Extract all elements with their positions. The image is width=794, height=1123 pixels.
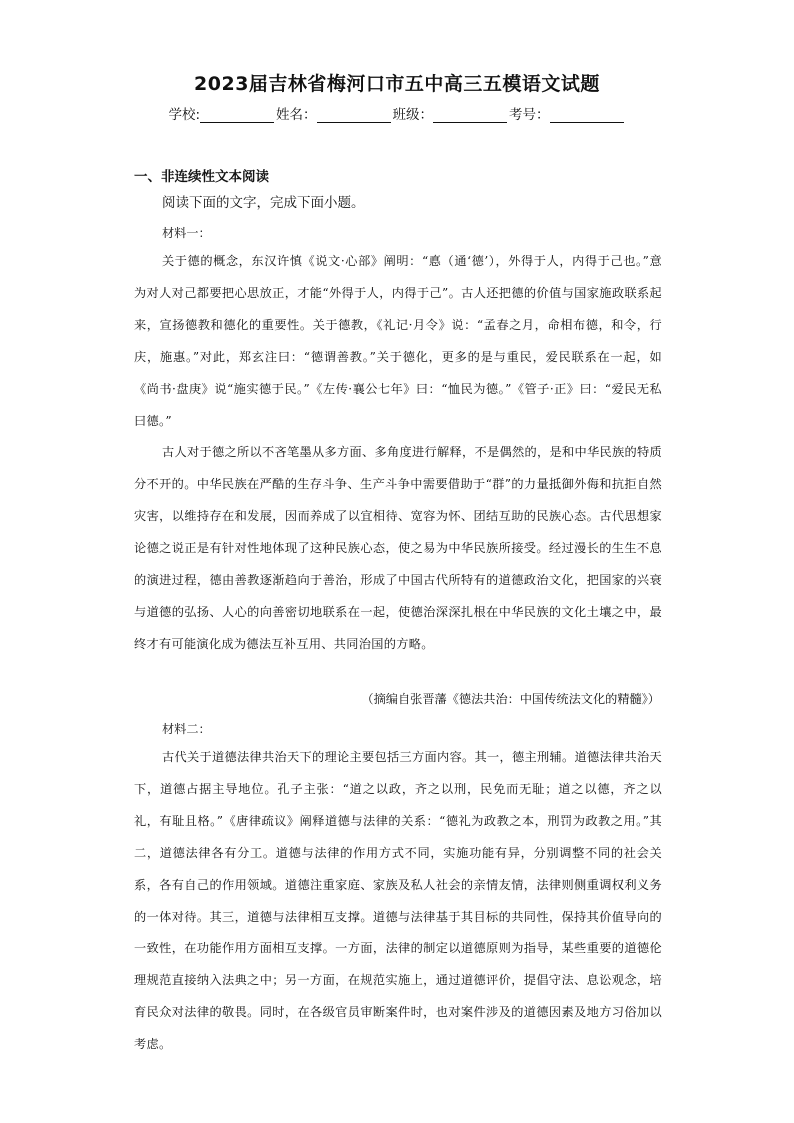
material-two-paragraph: 古代关于道德法律共治天下的理论主要包括三方面内容。其一，德主刑辅。道德法律共治天下，道德占据主导地位。孔子主张：“道之以政，齐之以刑，民免而无耻；道之以德，齐之以礼，有耻且格。”《唐律疏议》阐释道德与法律的关系：“德礼为政教之本，刑罚为政教之用。”其二，道德法律各有分工。道德与法律的作用方式不同，实施功能有异，分别调整不同的社会关系，各有自己的作用领域。道德注重家庭、家族及私人社会的亲情友情，法律则侧重调权利义务的一体对待。其三，道德与法律相互支撑。道德与法律基于其目标的共同性，保持其价值导向的一致性，在功能作用方面相互支撑。一方面，法律的制定以道德原则为指导，某些重要的道德伦理规范直接纳入法典之中；另一方面，在规范实施上，通过道德评价，提倡守法、息讼观念，培育民众对法律的敬畏。同时，在各级官员审断案件时，也对案件涉及的道德因素及地方习俗加以考虑。	[134, 750, 662, 1052]
name-label: 姓名：	[276, 107, 317, 123]
name-field	[276, 103, 393, 123]
school-field	[168, 103, 276, 123]
material-one-source: （摘编自张晋藩《德法共治：中国传统法文化的精髓》）	[361, 692, 660, 706]
material-two-label: 材料二：	[162, 722, 211, 736]
document-title: 2023届吉林省梅河口市五中高三五模语文试题	[194, 73, 600, 95]
material-one-paragraph: 古人对于德之所以不吝笔墨从多方面、多角度进行解释，不是偶然的，是和中华民族的特质分不开的。中华民族在严酷的生存斗争、生产斗争中需要借助于“群”的力量抵御外侮和抗拒自然灾害，以维持存在和发展，因而养成了以宜相待、宽容为怀、团结互助的民族心态。古代思想家论德之说正是有针对性地体现了这种民族心态，使之易为中华民族所接受。经过漫长的生生不息的演进过程，德由善教逐渐趋向于善治，形成了中国古代所特有的道德政治文化，把国家的兴衰与道德的弘扬、人心的向善密切地联系在一起，使德治深深扎根在中华民族的文化土壤之中，最终才有可能演化成为德法互补互用、共同治国的方略。	[134, 445, 662, 651]
material-two-body	[134, 742, 662, 1061]
section-heading: 一、非连续性文本阅读	[134, 169, 269, 185]
material-one-label: 材料一：	[162, 226, 211, 240]
reading-instruction: 阅读下面的文字，完成下面小题。	[162, 195, 365, 211]
school-blank[interactable]	[200, 108, 274, 123]
school-label: 学校:	[168, 107, 201, 123]
material-one-paragraph: 关于德的概念，东汉许慎《说文·心部》阐明：“悳（通‘德’），外得于人，内得于己也。”意为对人对己都要把心思放正，才能“外得于人，内得于己”。古人还把德的价值与国家施政联系起来，宣扬德教和德化的重要性。关于德教，《礼记·月令》说：“孟春之月，命相布德，和令，行庆，施惠。”对此，郑玄注曰：“德谓善教。”关于德化，更多的是与重民，爱民联系在一起，如《尚书·盘庚》说“施实德于民。”《左传·襄公七年》曰：“恤民为德。”《管子·正》曰：“爱民无私曰德。”	[134, 254, 662, 428]
exam-number-field	[509, 103, 626, 123]
name-blank[interactable]	[317, 108, 391, 123]
exam-number-blank[interactable]	[550, 108, 624, 123]
material-one-body	[134, 246, 662, 661]
class-field	[393, 103, 510, 123]
student-info-line	[0, 103, 794, 123]
exam-number-label: 考号：	[509, 107, 550, 123]
class-label: 班级：	[392, 107, 434, 123]
class-blank[interactable]	[433, 108, 507, 123]
